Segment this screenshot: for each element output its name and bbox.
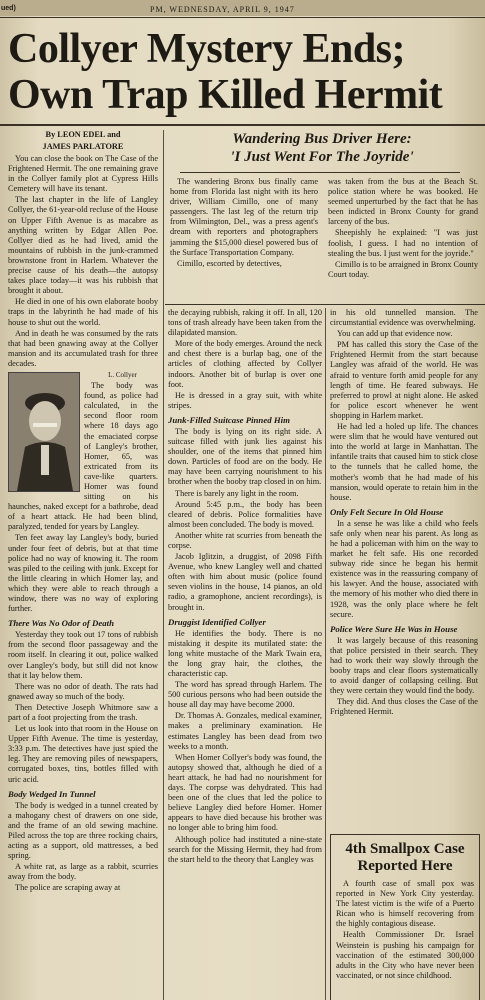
- paragraph: He died in one of his own elaborate booby traps in the labyrinth he had made of his house to shut out the world.: [8, 297, 158, 327]
- paragraph: Then Detective Joseph Whitmore saw a part of a foot projecting from the trash.: [8, 702, 158, 722]
- column-divider: [163, 130, 164, 1000]
- paragraph: the decaying rubbish, raking it off. In all, 120 tons of trash already have been taken from the dilapidated mansion.: [168, 308, 322, 338]
- paragraph: It was largely because of this reasoning that police persisted in their search. They had to work their way slowly through the booby traps and clear floors systematically to avoid danger of collapsing ceiling. But they were certain they would find the body.: [330, 635, 478, 696]
- paragraph: Let us look into that room in the House on Upper Fifth Avenue. The time is yesterday, 3:33 p.m. The detectives have just spied the leg. They are removing piles of newspapers, corrugated boxes, tins, bottles filled with uric acid.: [8, 724, 158, 784]
- feature-right-column: [328, 177, 478, 302]
- paragraph: Around 5:45 p.m., the body has been cleared of debris. Police formalities have almost been concluded. The body is moved.: [168, 499, 322, 529]
- paragraph: When Homer Collyer's body was found, the autopsy showed that, although he died of a heart attack, he had had no nourishment for days. The corpse was dehydrated. This had been one of the clues that led the police to believe Langley died before Homer. Homer appears to have died because his brother was no longer able to bring him food.: [168, 752, 322, 833]
- byline-line-2: JAMES PARLATORE: [42, 142, 124, 151]
- smallpox-headline: 4th Smallpox Case Reported Here: [345, 841, 465, 874]
- paragraph: There is barely any light in the room.: [175, 488, 299, 498]
- paragraph: Cimillo is to be arraigned in Bronx County Court today.: [328, 259, 478, 279]
- headline-rule: [0, 124, 485, 126]
- paragraph: You can add up that evidence now.: [337, 329, 453, 339]
- paragraph: And in death he was consumed by the rats that had been gnawing away at the Collyer mansion and its accumulated trash for three decades.: [8, 328, 158, 368]
- page-date-line: PM, WEDNESDAY, APRIL 9, 1947: [150, 5, 295, 14]
- column-1: [8, 130, 158, 1000]
- paragraph: They did. And thus closes the Case of the Frightened Hermit.: [330, 697, 478, 717]
- paragraph: The body was found, as police had calculated, in the second floor room where 18 days ago the emaciated corpse of Langley's brother, Homer, 65, was extricated from its cave-like quarters. Homer was found sitting on his haunches, naked except for a bathrobe, dead of a heart attack. He had been blind, paralyzed, tended for years by Langley.: [8, 381, 158, 532]
- column-3: [330, 308, 478, 828]
- column-2: [168, 308, 322, 1000]
- byline-line-1: By LEON EDEL and: [45, 130, 121, 139]
- continued-label: ued): [1, 5, 16, 12]
- subhead: Body Wedged In Tunnel: [8, 788, 96, 799]
- paragraph: Yesterday they took out 17 tons of rubbish from the second floor passageway and the room itself. In clearing it out, police walked over Langley's body, but still did not know that it lay below them.: [8, 630, 158, 680]
- masthead-rule: [0, 17, 485, 18]
- subhead: Police Were Sure He Was in House: [330, 623, 458, 634]
- paragraph: Sheepishly he explained: "I was just foolish, I guess. I had no intention of stealing the bus. I just went for the joyride.": [328, 228, 478, 258]
- paragraph: The word has spread through Harlem. The 500 curious persons who had been outside the house all day may have become 2000.: [168, 680, 322, 710]
- paragraph: PM has called this story the Case of the Frightened Hermit from the start because Langley was afraid of the world. He was afraid to venture forth amid people for any length of time. He feared subways. He preferred to prowl at night alone. He asked for police escort whenever he went shopping in Harlem market.: [330, 340, 478, 420]
- paragraph: The last chapter in the life of Langley Collyer, the 61-year-old recluse of the House on Upper Fifth Avenue is as macabre as anything written by Edgar Allen Poe. Collyer died as he had lived, amid the mountains of rubbish in the junk-crammed brownstone front in Harlem. Whatever the precise cause of his death—the autopsy takes place today—it was his rubbish that brought it about.: [8, 195, 158, 296]
- paragraph: You can close the book on The Case of the Frightened Hermit. The one remaining grave in the Collyer family plot at Cypress Hills Cemetery will have its tenant.: [8, 154, 158, 194]
- paragraph: He had led a holed up life. The chances were slim that he would have ventured out into the world at large in Manhattan. The infantile traits that caused him to stick close to the tunnels that he called home, the mother's womb that he had made of his mansion, would operate to retain him in the house.: [330, 422, 478, 502]
- masthead-strip: [0, 0, 485, 16]
- subhead: There Was No Odor of Death: [8, 618, 114, 629]
- paragraph: Jacob Iglitzin, a druggist, of 2098 Fifth Avenue, who knew Langley well and chatted often with him about music (police found seven violins in the house, 14 pianos, an old radio, a gramophone, ancient recordings), is brought in.: [168, 552, 322, 612]
- paragraph: A white rat, as large as a rabbit, scurries away from the body.: [8, 862, 158, 882]
- subhead: Druggist Identified Collyer: [168, 616, 266, 627]
- column-divider: [325, 308, 326, 1000]
- paragraph: The police are scraping away at: [15, 883, 121, 893]
- smallpox-article-box: [330, 834, 480, 1000]
- paragraph: Ten feet away lay Langley's body, buried under four feet of debris, but at that time police had no way of knowing it. The room was piled to the ceiling with junk. Except for the little clearing in which Homer lay, and which they were able to reach through a window, there was no way of exploring further.: [8, 533, 158, 614]
- feature-headline: [170, 130, 474, 166]
- feature-rule: [180, 172, 460, 173]
- paragraph: There was no odor of death. The rats had gnawed away so much of the body.: [8, 681, 158, 701]
- feature-left-column: [170, 177, 318, 302]
- collyer-portrait-photo: [8, 372, 80, 492]
- subhead: Junk-Filled Suitcase Pinned Him: [168, 414, 290, 425]
- paragraph: He is dressed in a gray suit, with white stripes.: [168, 390, 322, 410]
- paragraph: More of the body emerges. Around the neck and chest there is a burlap bag, one of the articles of clothing affected by Collyer indoors. Another bit of burlap is over one foot.: [168, 339, 322, 389]
- paragraph: In a sense he was like a child who feels safe only when near his parent. As long as he had a policeman with him on the way to market he felt safe. His one recorded subway ride since he began his hermit existence was in the reassuring company of his lawyer. And the house, associated with the memory of his mother who died there in 1928, was the only place where he felt secure.: [330, 518, 478, 619]
- paragraph: The wandering Bronx bus finally came home from Florida last night with its hero driver, William Cimillo, one of many passengers. The last leg of the return trip from Wilmington, Del., was a press agent's dream with reporters and photographers jamming the $15,000 diesel powered bus of the Surface Transportation Company.: [170, 177, 318, 257]
- paragraph: in his old tunnelled mansion. The circumstantial evidence was overwhelming.: [330, 308, 478, 328]
- paragraph: was taken from the bus at the Beach St. police station where he was booked. He seemed unperturbed by the fact that he has been indicted in Bronx County for grand larceny of the bus.: [328, 177, 478, 227]
- paragraph: Cimillo, escorted by detectives,: [177, 258, 282, 268]
- paragraph: The body is lying on its right side. A suitcase filled with junk lies against his shoulder, one of the items that pinned him down. Particles of food are on the body. He may have been carrying nourishment to his brother when the booby trap closed in on him.: [168, 426, 322, 487]
- feature-bottom-rule: [165, 304, 485, 305]
- paragraph: Dr. Thomas A. Gonzales, medical examiner, makes a preliminary examination. He estimates Langley has been dead from two weeks to a month.: [168, 711, 322, 751]
- photo-caption: L. Collyer: [108, 370, 137, 379]
- paragraph: A fourth case of small pox was reported in New York City yesterday. The latest victim is the wife of a Puerto Rican who is himself recovering from the highly contagious disease.: [336, 879, 474, 929]
- portrait-image: [9, 373, 79, 491]
- paragraph: He identifies the body. There is no mistaking it despite its mutilated state: the long white mustache of the Mark Twain era, the long gray hair, the clothes, the characteristic cap.: [168, 628, 322, 678]
- paragraph: Health Commissioner Dr. Israel Weinstein is pushing his campaign for vaccination of the estimated 300,000 adults in the City who have never been vaccinated, or not since childhood.: [336, 930, 474, 980]
- paragraph: Although police had instituted a nine-state search for the Missing Hermit, they had from the start held to the theory that Langley was: [168, 834, 322, 864]
- main-headline: Collyer Mystery Ends; Own Trap Killed Hermit: [8, 26, 443, 118]
- paragraph: Another white rat scurries from beneath the corpse.: [168, 530, 322, 550]
- feature-title-line-1: Wandering Bus Driver Here:: [232, 131, 412, 147]
- paragraph: The body is wedged in a tunnel created by a mahogany chest of drawers on one side, and the frame of an old sewing machine. Piled across the top are three rocking chairs, acting as a support, old mattresses, a bed spring.: [8, 800, 158, 861]
- smallpox-body: [331, 879, 479, 999]
- feature-title-line-2: 'I Just Went For The Joyride': [230, 149, 414, 165]
- subhead: Only Felt Secure In Old House: [330, 506, 444, 517]
